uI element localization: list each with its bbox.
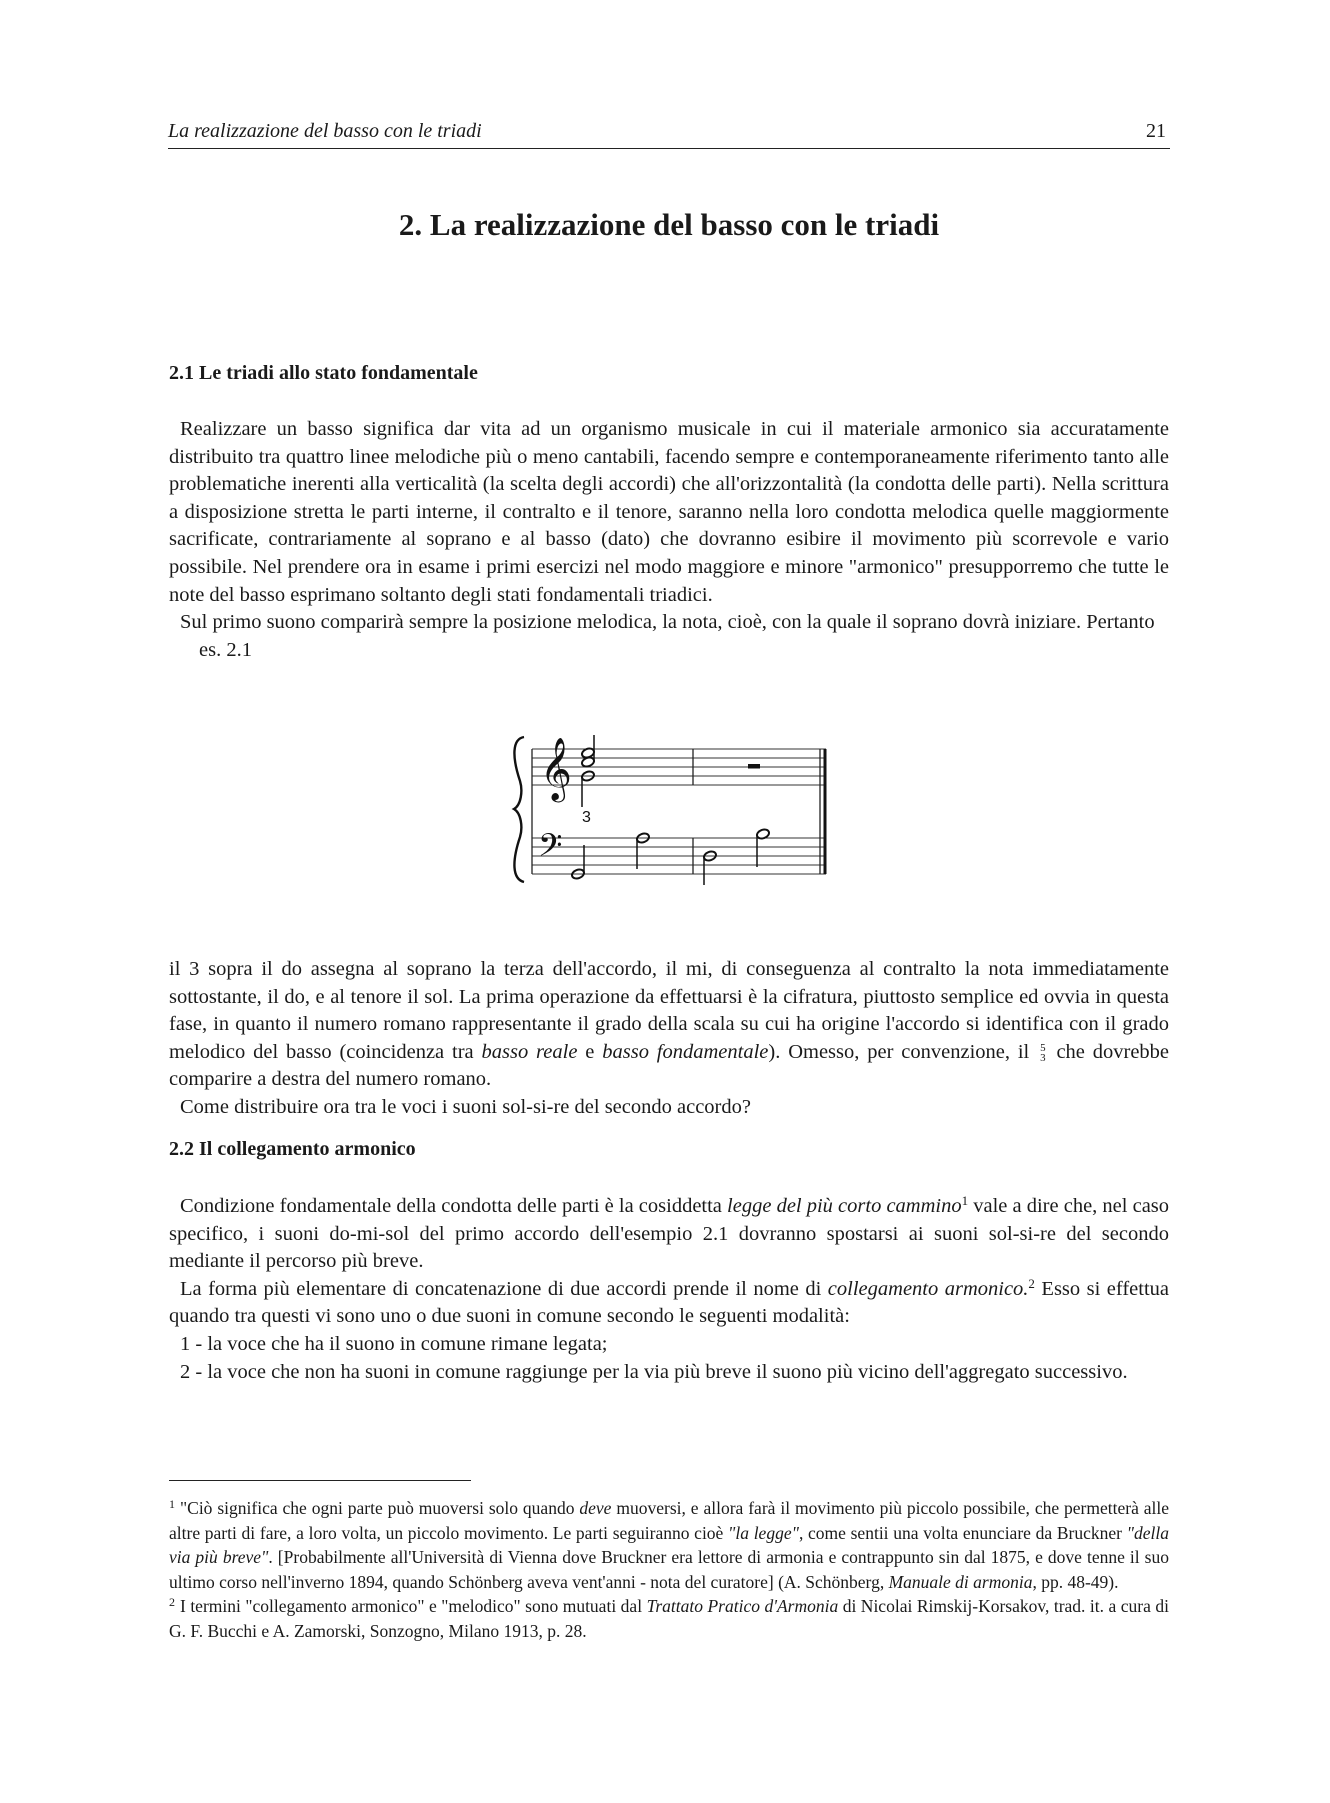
score [510, 735, 840, 885]
brace [514, 737, 524, 882]
bass-clef: 𝄢 [538, 827, 563, 871]
term-basso-fondamentale: basso fondamentale [602, 1040, 769, 1063]
running-header [168, 118, 1170, 149]
chapter-title: 2. La realizzazione del basso con le triadi [398, 207, 940, 242]
figured-bass-53: 5 3 [1040, 1041, 1046, 1064]
paragraph: Sul primo suono comparirà sempre la posizione melodica, la nota, cioè, con la quale il soprano dovrà iniziare. Pertanto [180, 611, 1155, 634]
running-title: La realizzazione del basso con le triadi [168, 120, 482, 142]
section-2-2-body [169, 1193, 1169, 1386]
paragraph: Come distribuire ora tra le voci i suoni sol-si-re del secondo accordo? [180, 1095, 751, 1118]
footnote-rule [169, 1480, 471, 1481]
bass-staff [532, 838, 826, 874]
term-basso-reale: basso reale [481, 1040, 578, 1063]
paragraph: Condizione fondamentale della condotta delle parti è la cosiddetta legge del più corto cammino$^1$ vale a dire che, nel caso specifico, i suoni do-mi-sol del primo accordo dell'esempio 2.1 dovranno spostarsi ai suoni sol-si-re del secondo mediante il percorso più breve. [169, 1193, 1170, 1273]
barlines [532, 749, 820, 874]
footnote-1: $^1$ "Ciò significa che ogni parte può muoversi solo quando deve muoversi, e allora farà il movimento più piccolo possibile, che permetterà alle altre parti di fare, a loro volta, un piccolo movimento. Le parti seguiranno cioè "la legge", come sentii una volta enunciare da Bruckner "della via più breve". [Probabilmente all'Università di Vienna dove Bruckner era lettore di armonia e contrappunto sin dal 1875, e dove tenne il suo ultimo corso nell'inverno 1894, quando Schönberg aveva vent'anni - nota del curatore] (A. Schönberg, Manuale di armonia, pp. 48-49). [169, 1497, 1170, 1592]
paragraph: il 3 sopra il do assegna al soprano la terza dell'accordo, il mi, di conseguenza al contralto la nota immediatamente sottostante, il do, e al tenore il sol. La prima operazione da effettuarsi è la cifratura, piuttosto semplice ed ovvia in questa fase, in quanto il numero romano rappresentante il grado della scala su cui ha origine l'accordo si identifica con il grado melodico del basso (coincidenza tra basso reale e basso fondamentale). Omesso, per convenzione, il 5 3 che dovrebbe comparire a destra del numero romano. [169, 958, 1170, 1091]
section-heading-2-1: 2.1 Le triadi allo stato fondamentale [169, 362, 478, 384]
section-heading-2-2: 2.2 Il collegamento armonico [169, 1138, 416, 1160]
chord-first [581, 735, 596, 807]
paragraph: La forma più elementare di concatenazione di due accordi prende il nome di collegamento armonico.$^2$ Esso si effettua quando tra questi vi sono uno o due suoni in comune secondo le seguenti modalità: [169, 1275, 1170, 1328]
footnote-ref-1: 1 [961, 1193, 969, 1208]
treble-staff [532, 749, 826, 785]
treble-clef: 𝄞 [540, 737, 572, 800]
footnotes [169, 1496, 1169, 1643]
section-2-1-body [169, 416, 1169, 664]
paragraph: Realizzare un basso significa dar vita ad un organismo musicale in cui il materiale armonico sia accuratamente distribuito tra quattro linee melodiche più o meno cantabili, facendo sempre e contemporaneamente riferimento tanto alle problematiche inerenti alla verticalità (la scelta degli accordi) che all'orizzontalità (la condotta delle parti). Nella scrittura a disposizione stretta le parti interne, il contralto e il tenore, saranno nella loro condotta melodica quelle maggiormente sacrificate, contrariamente al soprano e al basso (dato) che dovranno esibire il movimento più scorrevole e vario possibile. Nel prendere ora in esame i primi esercizi nel modo maggiore e minore "armonico" presupporremo che tutte le note del basso esprimano soltanto degli stati fondamentali triadici. [169, 418, 1169, 606]
rest [748, 764, 760, 769]
term-legge: legge del più corto cammino [727, 1195, 962, 1217]
figure-label: 3 [582, 809, 591, 826]
list-item: 1 - la voce che ha il suono in comune rimane legata; [180, 1332, 608, 1355]
footnote-2: $^2$ I termini "collegamento armonico" e "melodico" sono mutuati dal Trattato Pratico d'Armonia di Nicolai Rimskij-Korsakov, trad. it. a cura di G. F. Bucchi e A. Zamorski, Sonzogno, Milano 1913, p. 28. [169, 1595, 1170, 1641]
list-item: 2 - la voce che non ha suoni in comune raggiunge per la via più breve il suono più vicino dell'aggregato successivo. [180, 1360, 1128, 1383]
footnote-ref-2: 2 [1028, 1275, 1035, 1291]
term-collegamento: collegamento armonico. [827, 1277, 1029, 1300]
example-label: es. 2.1 [199, 638, 252, 661]
page-number: 21 [1146, 120, 1166, 142]
after-example-body [169, 956, 1169, 1122]
music-example-2-1 [510, 735, 840, 885]
